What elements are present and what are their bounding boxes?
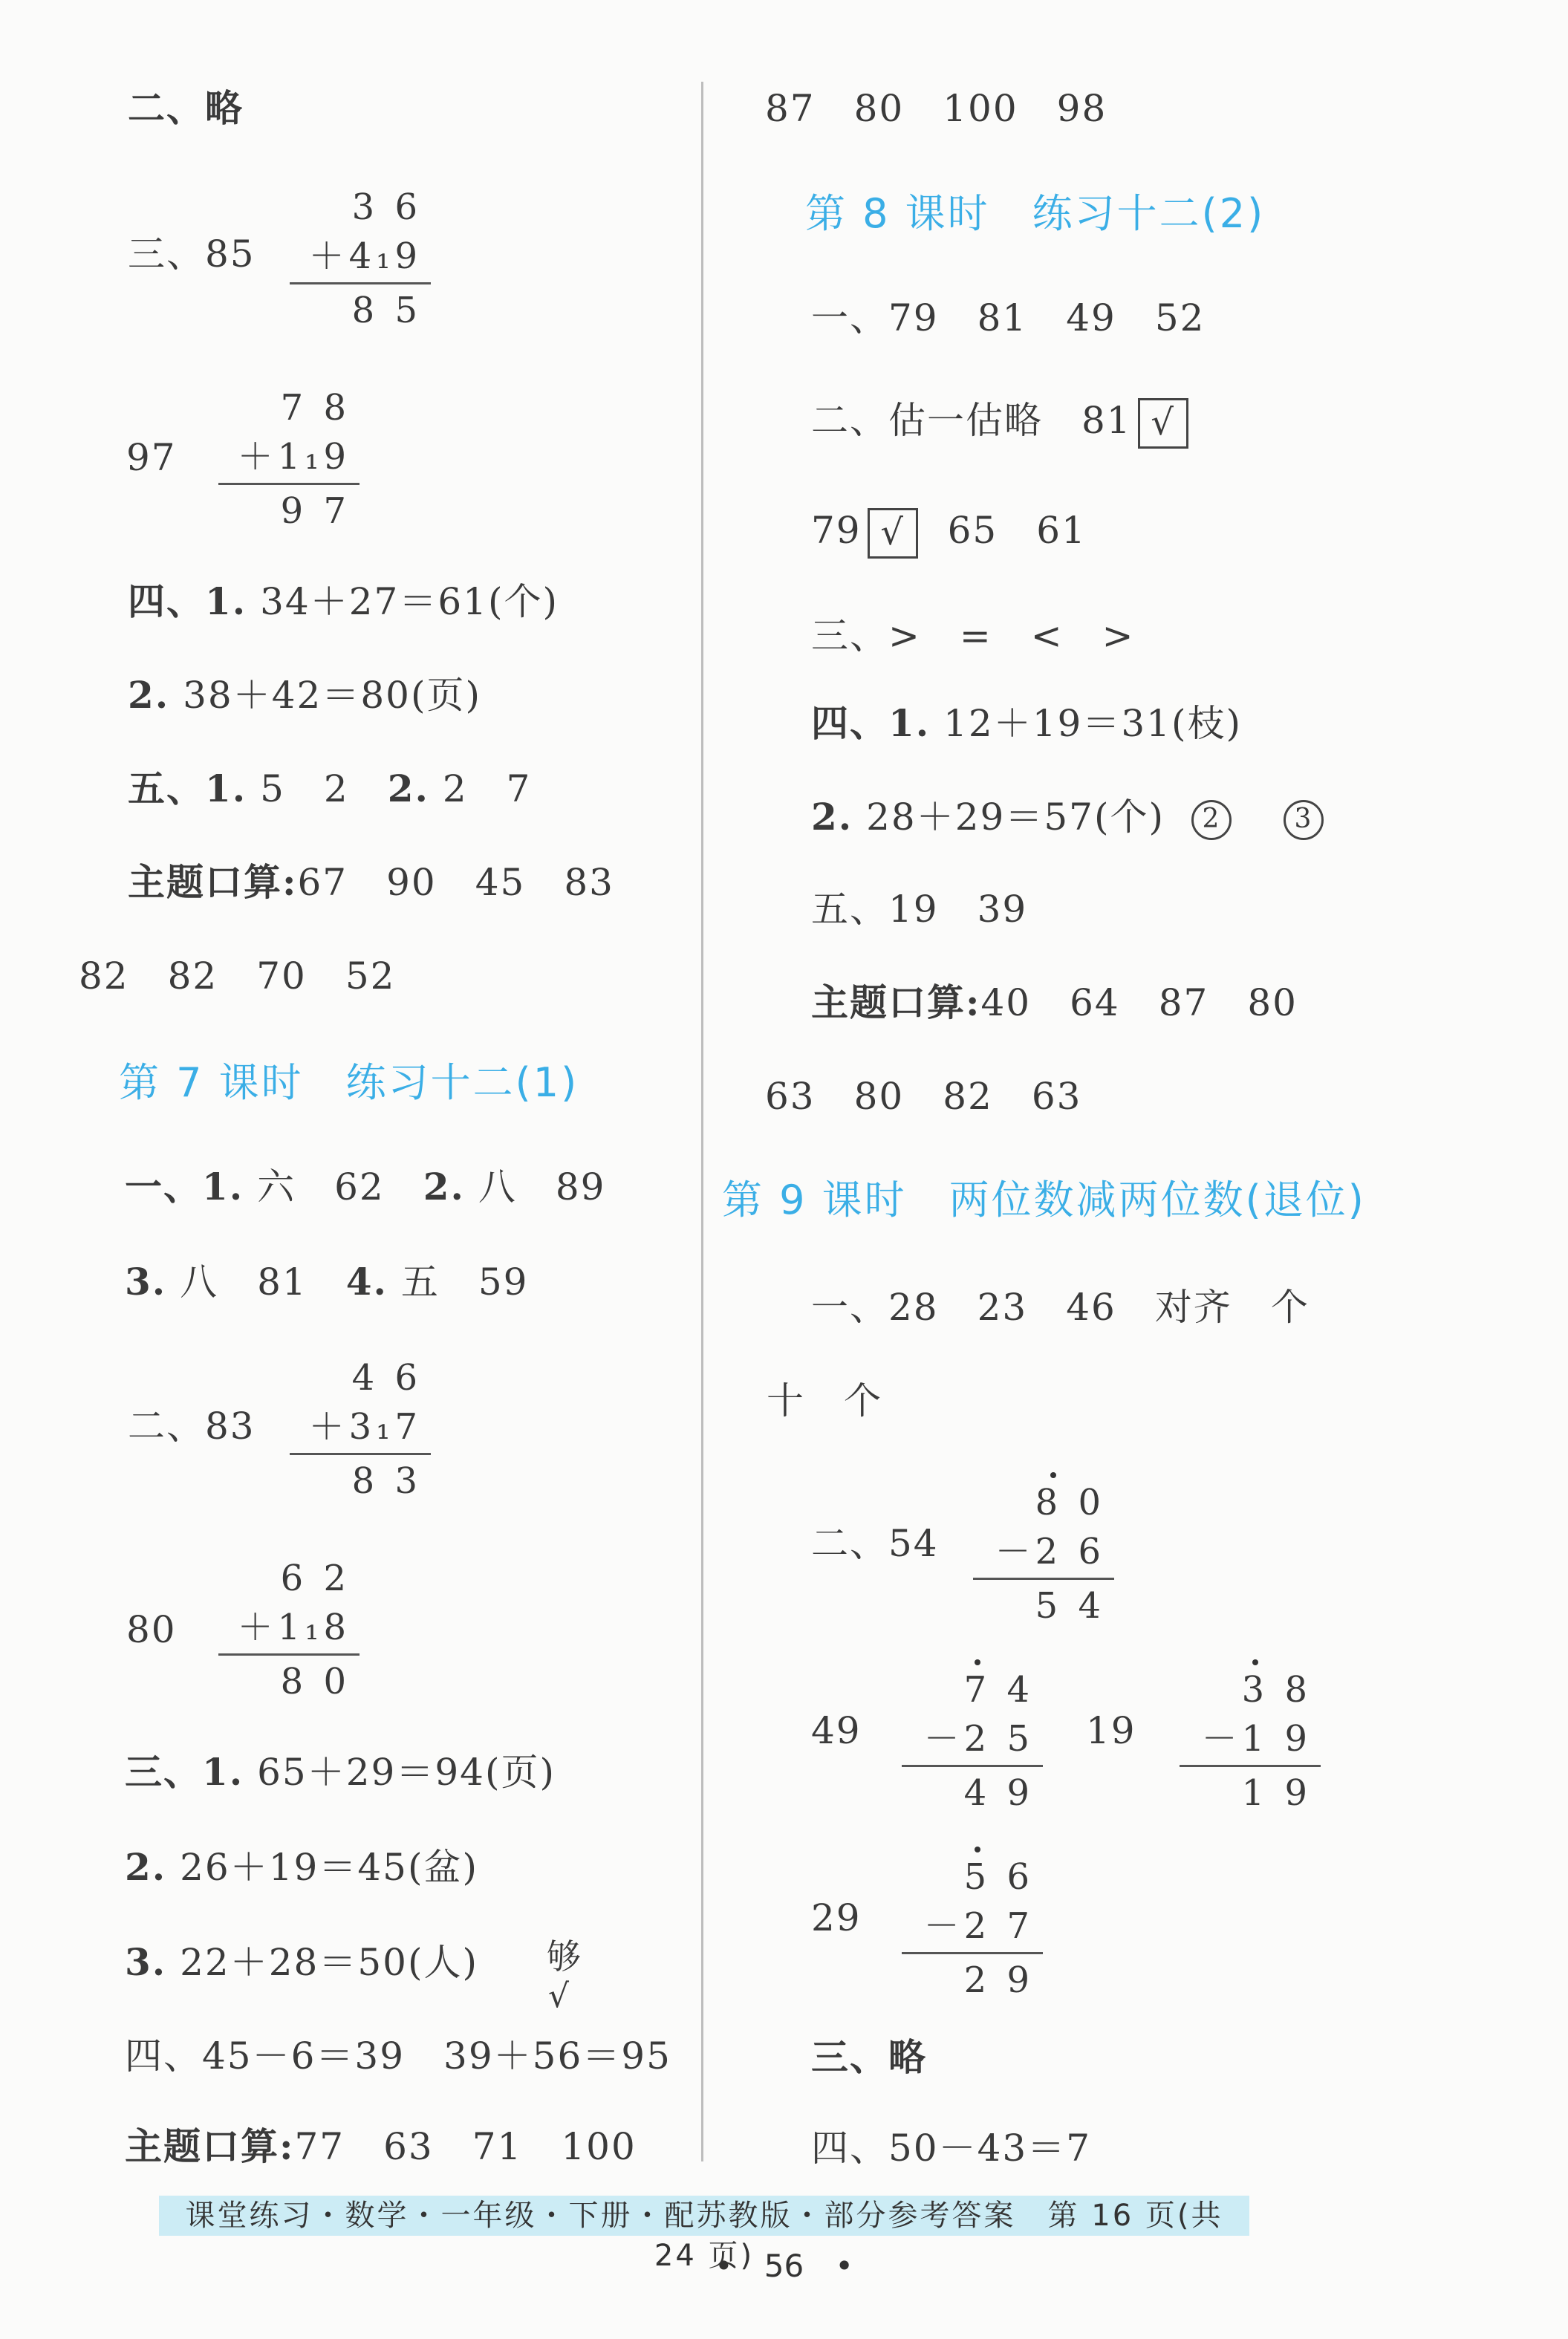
handwritten-note: 够 [547,1936,582,1977]
answer-line: 63 80 82 63 [765,1075,1082,1118]
circled-number: 2 [1191,800,1232,840]
calc-mid: －1 9 [1201,1718,1312,1760]
answer-line: 82 82 70 52 [79,954,396,998]
vertical-calculation [290,1353,431,1506]
calc-line [290,282,431,284]
answer-line [128,579,559,624]
calc-line [218,1653,360,1656]
column-divider [701,82,703,2161]
item-text: 40 64 87 80 [980,981,1298,1024]
calc-top [1180,1665,1321,1714]
item-text: 79 [811,509,862,552]
answer-line: 五、19 39 [811,888,1028,931]
item-text: 67 90 45 83 [297,861,614,904]
answer-line [811,398,1188,449]
calc-line [1180,1765,1321,1767]
item-label: 2. [387,767,429,810]
item-text: 77 63 71 100 [294,2125,637,2168]
calc-result: 8 0 [280,1661,351,1702]
answer-line [128,673,481,718]
answer-line [125,1845,478,1890]
calc-mid: ＋1₁9 [237,436,351,478]
calc-top: 4 6 [351,1357,422,1399]
answer-line: 二、略 [128,86,244,130]
calc-top-value: 5 6 [963,1856,1034,1898]
calc-result: 1 9 [1241,1772,1312,1814]
calc-top-value: 8 0 [1035,1482,1105,1523]
borrow-dot [975,1847,980,1852]
vertical-calculation [1180,1665,1321,1818]
answer-line: 49 [811,1709,862,1752]
item-label: 五、1. [128,767,247,810]
vertical-calculation [218,1554,360,1706]
answer-line [128,767,531,811]
item-label: 2. [125,1845,167,1889]
vertical-calculation [902,1665,1043,1818]
borrow-dot [975,1659,980,1665]
item-label: 主题口算: [125,2124,295,2168]
calc-mid: －2 5 [923,1718,1034,1760]
answer-line [128,860,614,905]
answer-line [125,1165,605,1209]
answer-line [811,980,1298,1025]
calc-top: 7 8 [280,387,351,429]
item-label: 四、1. [811,701,931,745]
vertical-calculation [218,383,360,536]
calc-mid: ＋3₁7 [308,1406,422,1448]
vertical-calculation [902,1852,1043,2005]
page-number: • 56 • [715,2248,853,2284]
check-box: √ [1138,398,1188,449]
circled-number: 3 [1284,800,1324,840]
answer-line [811,701,1242,746]
item-text: 八 89 [464,1165,606,1208]
answer-line: 一、28 23 46 对齐 个 [811,1286,1310,1329]
answer-line: 二、83 [128,1405,256,1448]
check-box: √ [868,508,918,559]
answer-line: 十 个 [767,1379,882,1422]
answer-line: 87 80 100 98 [765,87,1107,130]
answer-line: 三、85 [128,232,256,276]
item-label: 主题口算: [128,860,298,904]
vertical-calculation [973,1478,1114,1630]
answer-line [125,1750,556,1795]
item-text: 12＋19＝31(枝) [930,702,1242,745]
item-text: 65＋29＝94(页) [244,1751,556,1794]
calc-result: 5 4 [1035,1585,1105,1627]
answer-line: 80 [126,1608,177,1651]
item-text: 65 61 [947,509,1087,552]
page-footer: 课堂练习・数学・一年级・下册・配苏教版・部分参考答案 第 16 页(共 24 页) [159,2196,1249,2236]
borrow-dot [1252,1659,1258,1665]
calc-result: 4 9 [963,1772,1034,1814]
item-label: 一、1. [125,1165,244,1208]
item-label: 3. [125,1260,167,1304]
calc-result: 8 5 [351,290,422,331]
answer-line: 四、50－43＝7 [811,2127,1092,2170]
calc-top: 6 2 [280,1558,351,1599]
item-text: 二、估一估略 81 [811,399,1132,442]
item-text: 2 7 [429,767,532,810]
calc-top [973,1478,1114,1527]
item-text: 34＋27＝61(个) [247,580,559,623]
answer-line [811,508,1087,559]
vertical-calculation [290,183,431,335]
answer-line: 二、54 [811,1522,939,1565]
answer-line [811,795,1324,840]
item-label: 3. [125,1940,167,1984]
borrow-dot [1050,1472,1056,1478]
calc-mid: ＋4₁9 [308,235,422,277]
answer-line: 19 [1086,1709,1136,1752]
answer-line: 97 [126,436,177,479]
item-label: 4. [345,1260,388,1304]
section-heading: 第 8 课时 练习十二(2) [805,190,1266,237]
calc-top [902,1665,1043,1714]
answer-line: 29 [811,1896,862,1939]
item-text: 22＋28＝50(人) [166,1941,478,1984]
item-label: 四、1. [128,579,247,623]
calc-line [290,1453,431,1455]
calc-line [902,1765,1043,1767]
calc-result: 8 3 [351,1460,422,1502]
item-text: 38＋42＝80(页) [169,674,481,717]
calc-mid: ＋1₁8 [237,1607,351,1648]
calc-top: 3 6 [351,186,422,228]
item-label: 三、1. [125,1750,244,1794]
check-mark: √ [548,1977,571,2015]
answer-line: 一、79 81 49 52 [811,296,1206,339]
calc-result: 9 7 [280,490,351,532]
calc-result: 2 9 [963,1959,1034,2001]
answer-line: 四、45－6＝39 39＋56＝95 [125,2034,671,2078]
item-text: 五 59 [387,1260,529,1304]
item-text: 六 62 [244,1165,423,1208]
item-text: 5 2 [247,767,388,810]
item-label: 2. [423,1165,465,1208]
calc-line [902,1952,1043,1954]
item-label: 主题口算: [811,980,981,1024]
item-text: 28＋29＝57(个) [853,796,1165,839]
item-text: 八 81 [166,1260,346,1304]
calc-mid: －2 7 [923,1905,1034,1947]
answer-line: 三、略 [811,2035,927,2079]
answer-line [125,1260,528,1304]
answer-line [125,1940,478,1985]
item-label: 2. [811,795,853,839]
calc-mid: －2 6 [995,1531,1105,1572]
calc-line [973,1578,1114,1580]
calc-top-value: 7 4 [963,1669,1034,1711]
calc-line [218,483,360,485]
calc-top-value: 3 8 [1241,1669,1312,1711]
answer-line: 三、> = < > [811,614,1135,657]
answer-line [125,2124,637,2169]
item-label: 2. [128,673,170,717]
section-heading: 第 7 课时 练习十二(1) [119,1059,579,1106]
section-heading: 第 9 课时 两位数减两位数(退位) [722,1177,1366,1223]
item-text: 26＋19＝45(盆) [166,1846,478,1889]
calc-top [902,1852,1043,1902]
